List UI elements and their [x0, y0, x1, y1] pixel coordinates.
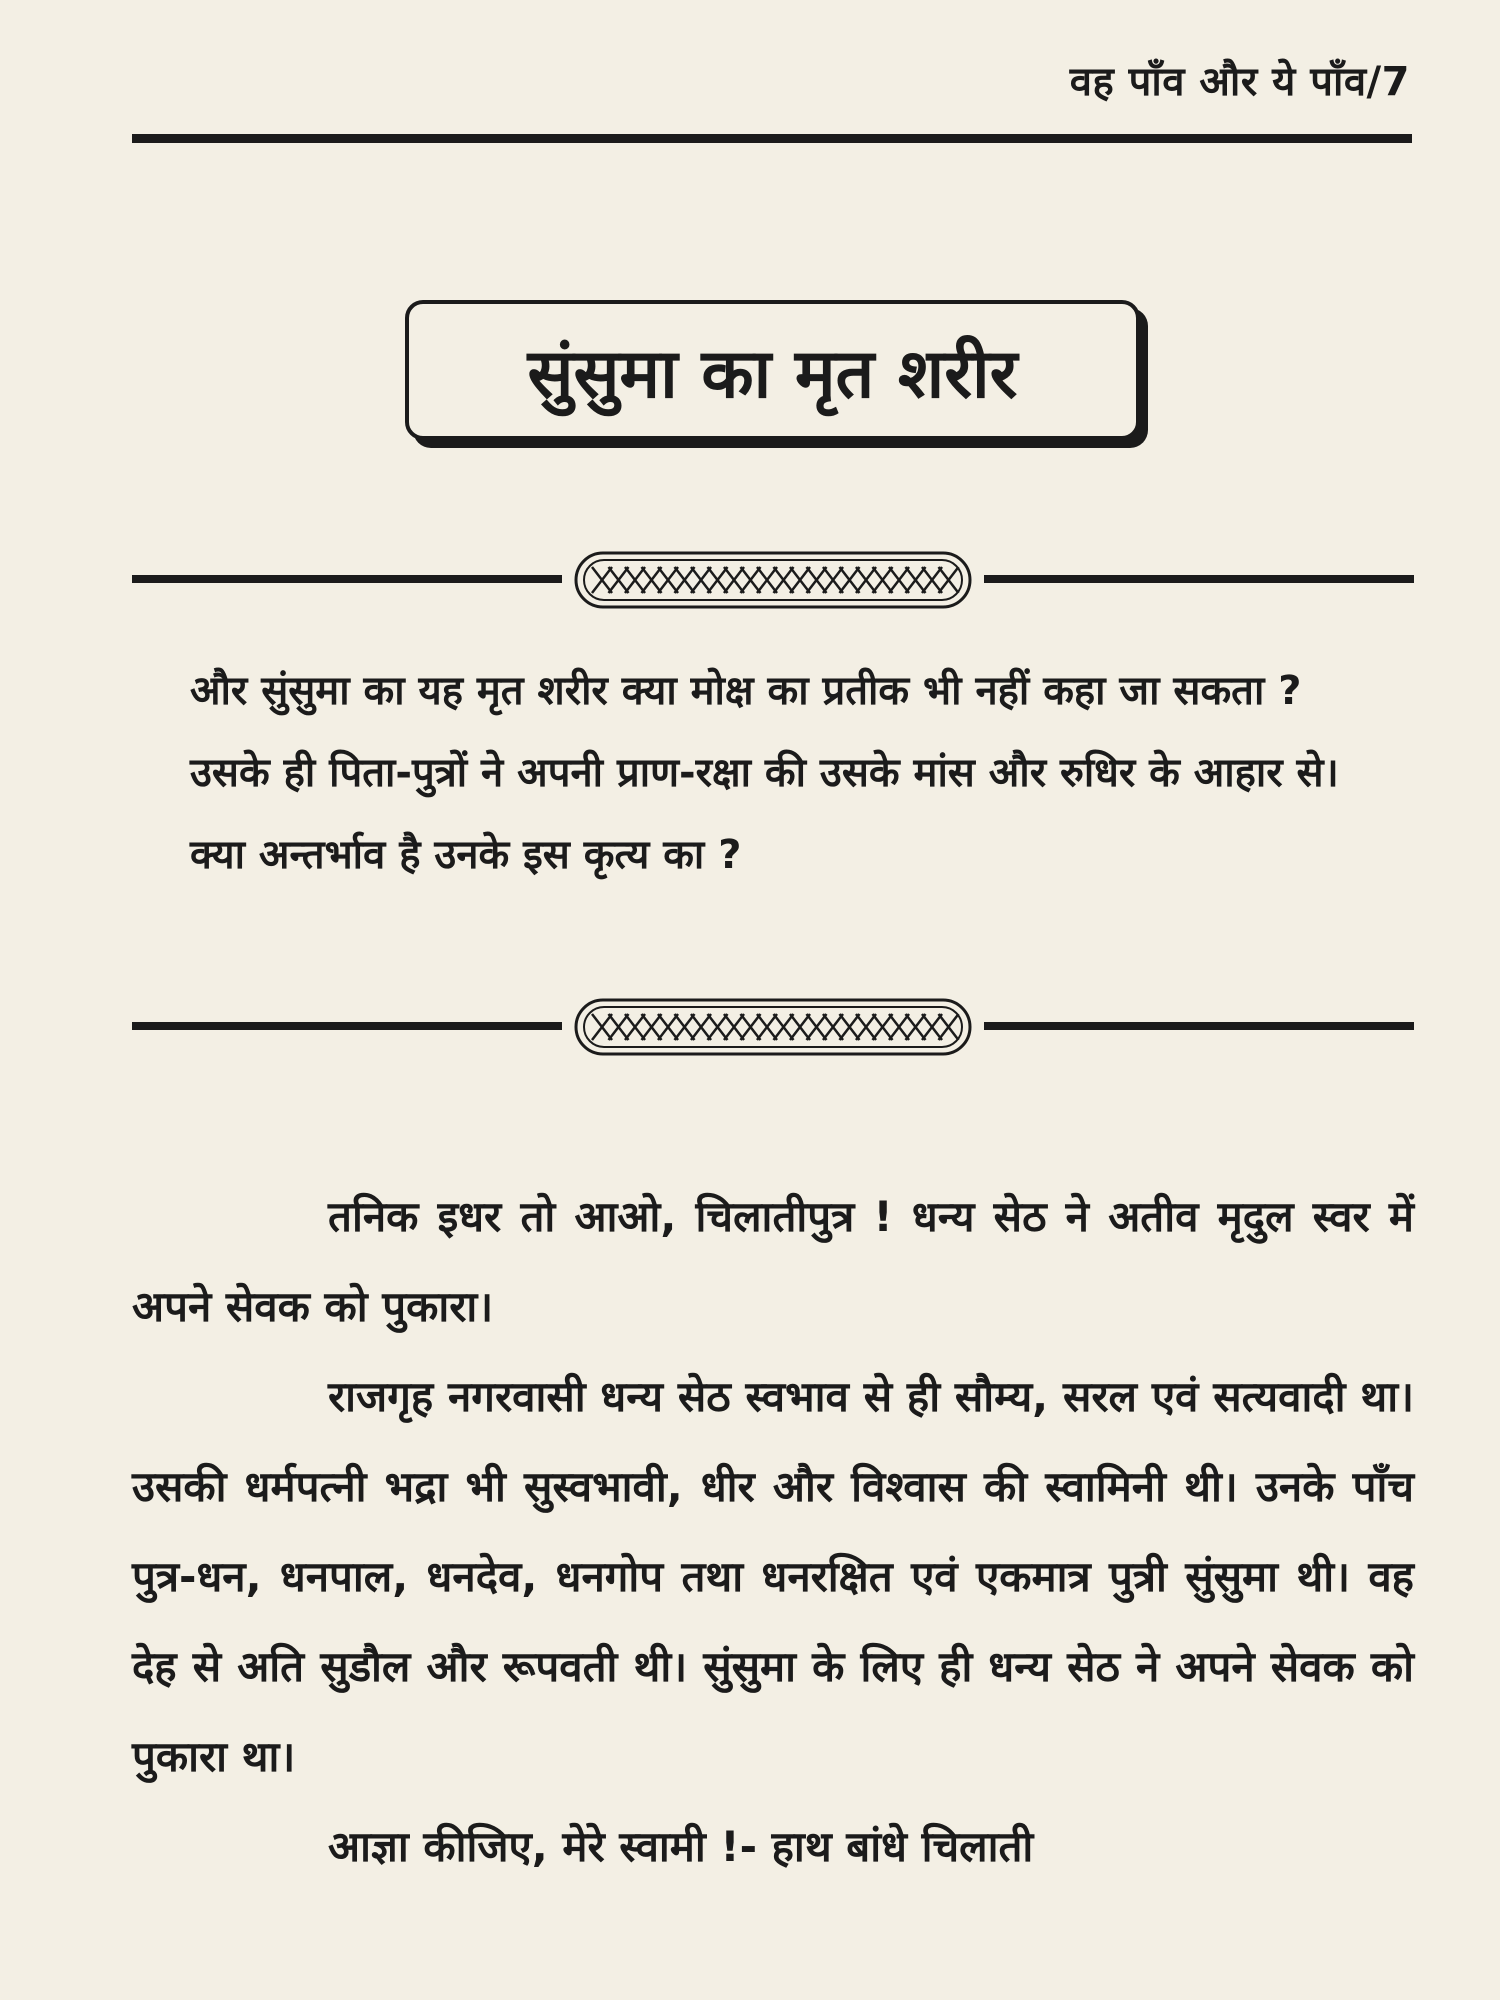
celtic-knot-divider-icon: [572, 992, 974, 1062]
paragraph: तनिक इधर तो आओ, चिलातीपुत्र ! धन्य सेठ ने अतीव मृदुल स्वर में अपने सेवक को पुकारा।: [132, 1192, 1414, 1331]
divider-line-left: [132, 575, 562, 583]
paragraph: आज्ञा कीजिए, मेरे स्वामी !- हाथ बांधे चिलाती: [328, 1822, 1034, 1871]
chapter-title: सुंसुमा का मृत शरीर: [527, 334, 1018, 414]
celtic-knot-divider-icon: [572, 545, 974, 615]
divider-line-right: [984, 575, 1414, 583]
chapter-title-box: [405, 300, 1140, 440]
header-rule: [132, 134, 1412, 143]
ornamental-divider-top: [132, 545, 1414, 615]
paragraph: राजगृह नगरवासी धन्य सेठ स्वभाव से ही सौम्य, सरल एवं सत्यवादी था। उसकी धर्मपत्नी भद्रा भी सुस्वभावी, धीर और विश्वास की स्वामिनी थी। उनके पाँच पुत्र-धन, धनपाल, धनदेव, धनगोप तथा धनरक्षित एवं एकमात्र पुत्री सुंसुमा थी। वह देह से अति सुडौल और रूपवती थी। सुंसुमा के लिए ही धन्य सेठ ने अपने सेवक को पुकारा था।: [132, 1372, 1414, 1781]
divider-line-right: [984, 1022, 1414, 1030]
body-text: [132, 1172, 1414, 1892]
divider-line-left: [132, 1022, 562, 1030]
chapter-abstract: और सुंसुमा का यह मृत शरीर क्या मोक्ष का प्रतीक भी नहीं कहा जा सकता ? उसके ही पिता-पुत्रों ने अपनी प्राण-रक्षा की उसके मांस और रुधिर के आहार से। क्या अन्तर्भाव है उनके इस कृत्य का ?: [190, 668, 1339, 878]
running-head: वह पाँव और ये पाँव/7: [1069, 59, 1410, 105]
ornamental-divider-bottom: [132, 992, 1414, 1062]
